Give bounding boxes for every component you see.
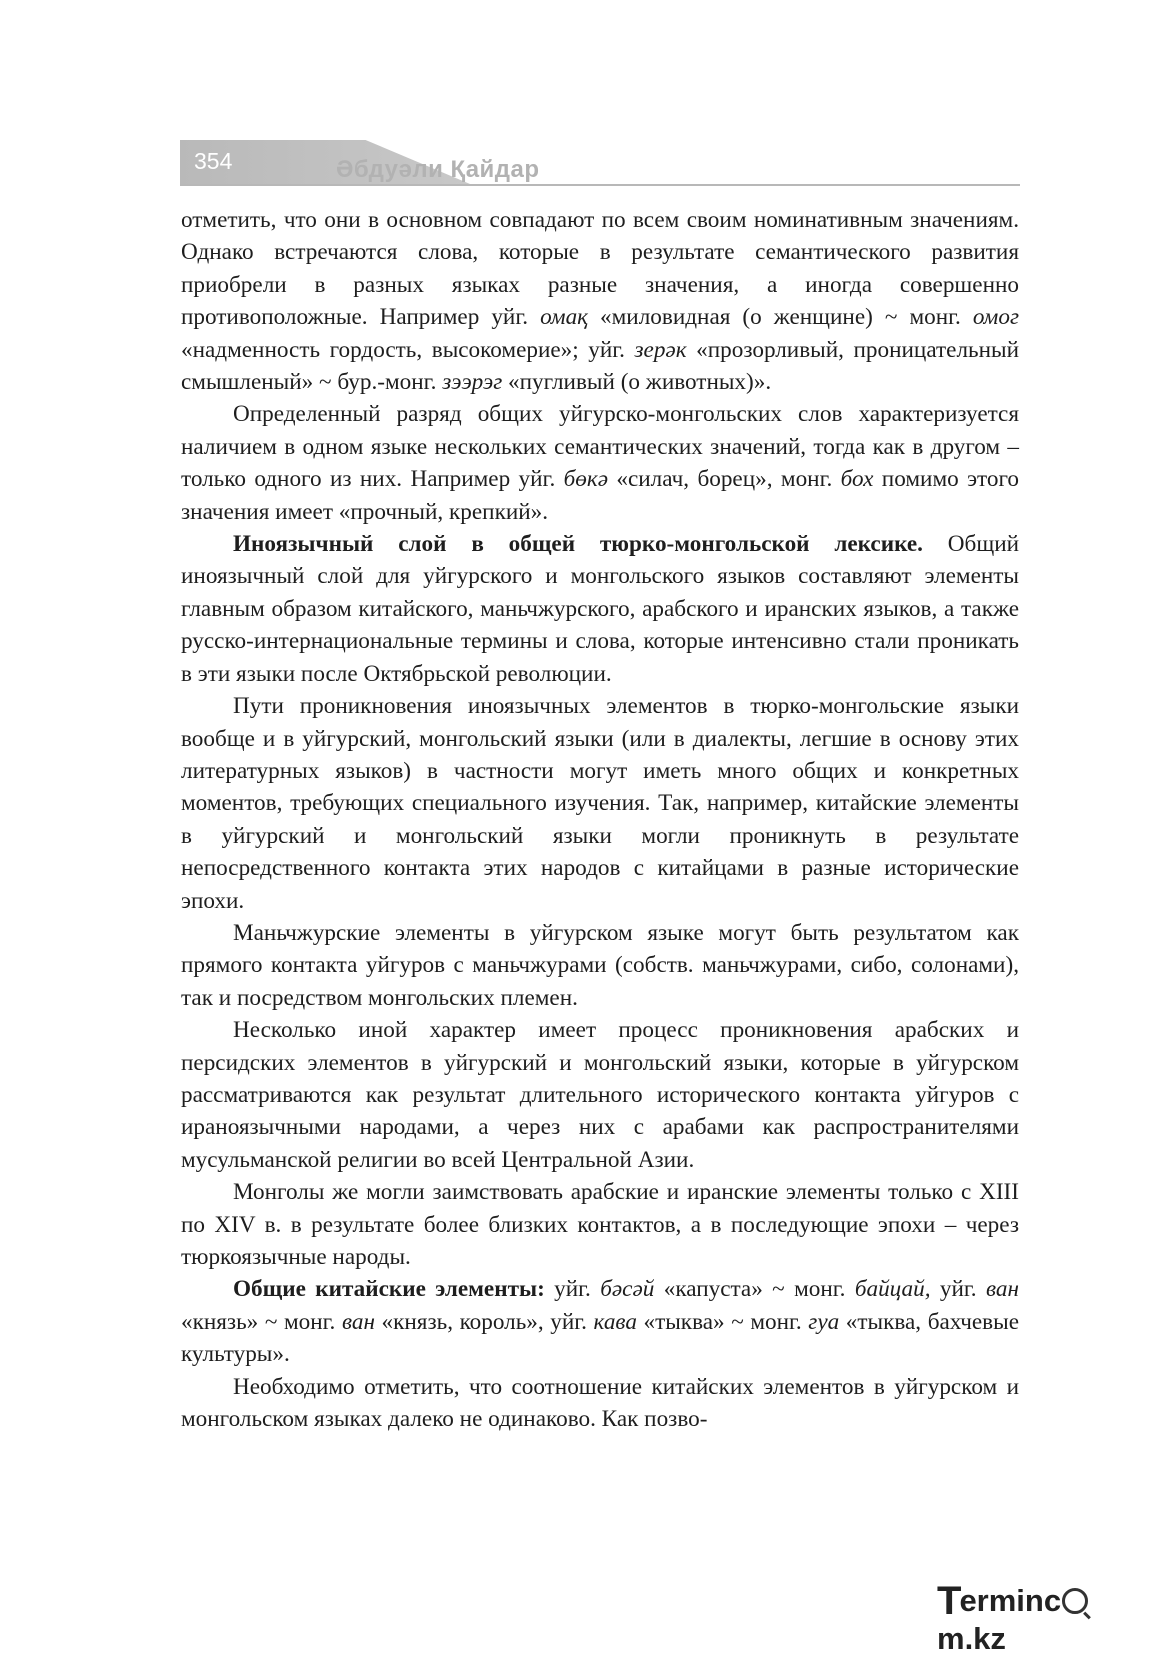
text-run: «прозорливый, проницательный смышленый» ~ бур.-монг.	[181, 336, 1019, 396]
watermark-text-part: m.kz	[937, 1621, 1006, 1656]
watermark-text-part: erminc	[959, 1583, 1062, 1618]
italic-term: ван	[985, 1276, 1019, 1303]
body-text	[181, 204, 1019, 1435]
text-run: «надменность гордость, высокомерие»; уйг.	[181, 336, 635, 363]
paragraph-2	[181, 398, 1019, 528]
italic-term: бөкә	[563, 466, 609, 493]
italic-term: омақ	[540, 304, 589, 331]
watermark-letter-t: T	[937, 1579, 960, 1623]
text-run: «пугливый (о животных)».	[502, 369, 772, 396]
text-run: «тыква» ~ монг.	[636, 1308, 809, 1335]
italic-term: гуа	[808, 1308, 840, 1335]
paragraph-1	[181, 204, 1019, 398]
paragraph-3	[181, 528, 1019, 690]
italic-term: омог	[972, 304, 1019, 331]
paragraph-6: Несколько иной характер имеет процесс проникновения арабских и персидских элементов в уйгурский и монгольский языки, которые в уйгурском рассматриваются как результат длительного исторического контакта уйгуров с ираноязычными народами, а через них с арабами как распространителями мусульманской религии во всей Центральной Азии.	[181, 1017, 1019, 1173]
italic-term: кава	[593, 1308, 637, 1335]
text-run: отметить, что они в основном совпадают по всем своим номинативным значениям. Однако встречаются слова, которые в результате семантического развития приобрели в разных языках разные значения, а иногда совершенно противоположные. Например уйг.	[181, 207, 1019, 331]
text-run: «силач, борец», монг.	[608, 466, 841, 493]
text-run: Общий иноязычный слой для уйгурского и монгольского языков составляют элементы главным образом китайского, маньчжурского, арабского и иранских языков, а также русско-интернациональные термины и слова, которые интенсивно стали проникать в эти языки после Октябрьской революции.	[181, 531, 1020, 687]
page-header	[180, 140, 1020, 190]
text-run: Определенный разряд общих уйгурско-монгольских слов характеризуется наличием в одном языке нескольких семантических значений, тогда как в другом – только одного из них. Например уйг.	[181, 401, 1019, 493]
text-run: «миловидная (о женщине) ~ монг.	[588, 304, 973, 331]
italic-term: бох	[840, 466, 874, 493]
text-run: «тыква, бахчевые культуры».	[181, 1308, 1019, 1368]
text-run: «капуста» ~ монг.	[654, 1276, 855, 1303]
text-run: уйг.	[930, 1276, 986, 1303]
header-rule	[180, 184, 1020, 186]
text-run: «князь» ~ монг.	[181, 1308, 342, 1335]
paragraph-4: Пути проникновения иноязычных элементов в тюрко-монгольские языки вообще и в уйгурский, монгольский языки (или в диалекты, легшие в основу этих литературных языков) в частности могут иметь много общих и конкретных моментов, требующих специального изучения. Так, например, китайские элементы в уйгурский и монгольский языки могли проникнуть в результате непосредственного контакта этих народов с китайцами в разные исторические эпохи.	[181, 693, 1019, 914]
italic-term: ван	[341, 1308, 375, 1335]
termincom-watermark-logo	[937, 1576, 1142, 1656]
italic-term: бәсәй	[600, 1276, 655, 1303]
paragraph-7: Монголы же могли заимствовать арабские и иранские элементы только с XIII по XIV в. в результате более близких контактов, а в последующие эпохи – через тюркоязычные народы.	[181, 1179, 1019, 1270]
magnifier-icon	[1062, 1588, 1088, 1614]
running-head-author: Әбдуәли Қайдар	[336, 156, 540, 183]
section-heading: Иноязычный слой в общей тюрко-монгольской лексике.	[233, 531, 923, 558]
italic-term: байцай,	[854, 1276, 931, 1303]
italic-term: зерәк	[634, 336, 687, 363]
text-run: помимо этого значения имеет «прочный, крепкий».	[181, 466, 1019, 525]
paragraph-9: Необходимо отметить, что соотношение китайских элементов в уйгурском и монгольском языках далеко не одинаково. Как позво-	[181, 1373, 1019, 1433]
paragraph-8	[181, 1273, 1019, 1370]
page-number: 354	[194, 148, 233, 174]
section-heading: Общие китайские элементы:	[233, 1276, 545, 1303]
text-run: уйг.	[544, 1276, 601, 1303]
italic-term: зээрэг	[442, 369, 503, 396]
text-run: «князь, король», уйг.	[374, 1308, 594, 1335]
paragraph-5: Маньчжурские элементы в уйгурском языке могут быть результатом как прямого контакта уйгуров с маньчжурами (собств. маньчжурами, сибо, солонами), так и посредством монгольских племен.	[181, 919, 1019, 1011]
